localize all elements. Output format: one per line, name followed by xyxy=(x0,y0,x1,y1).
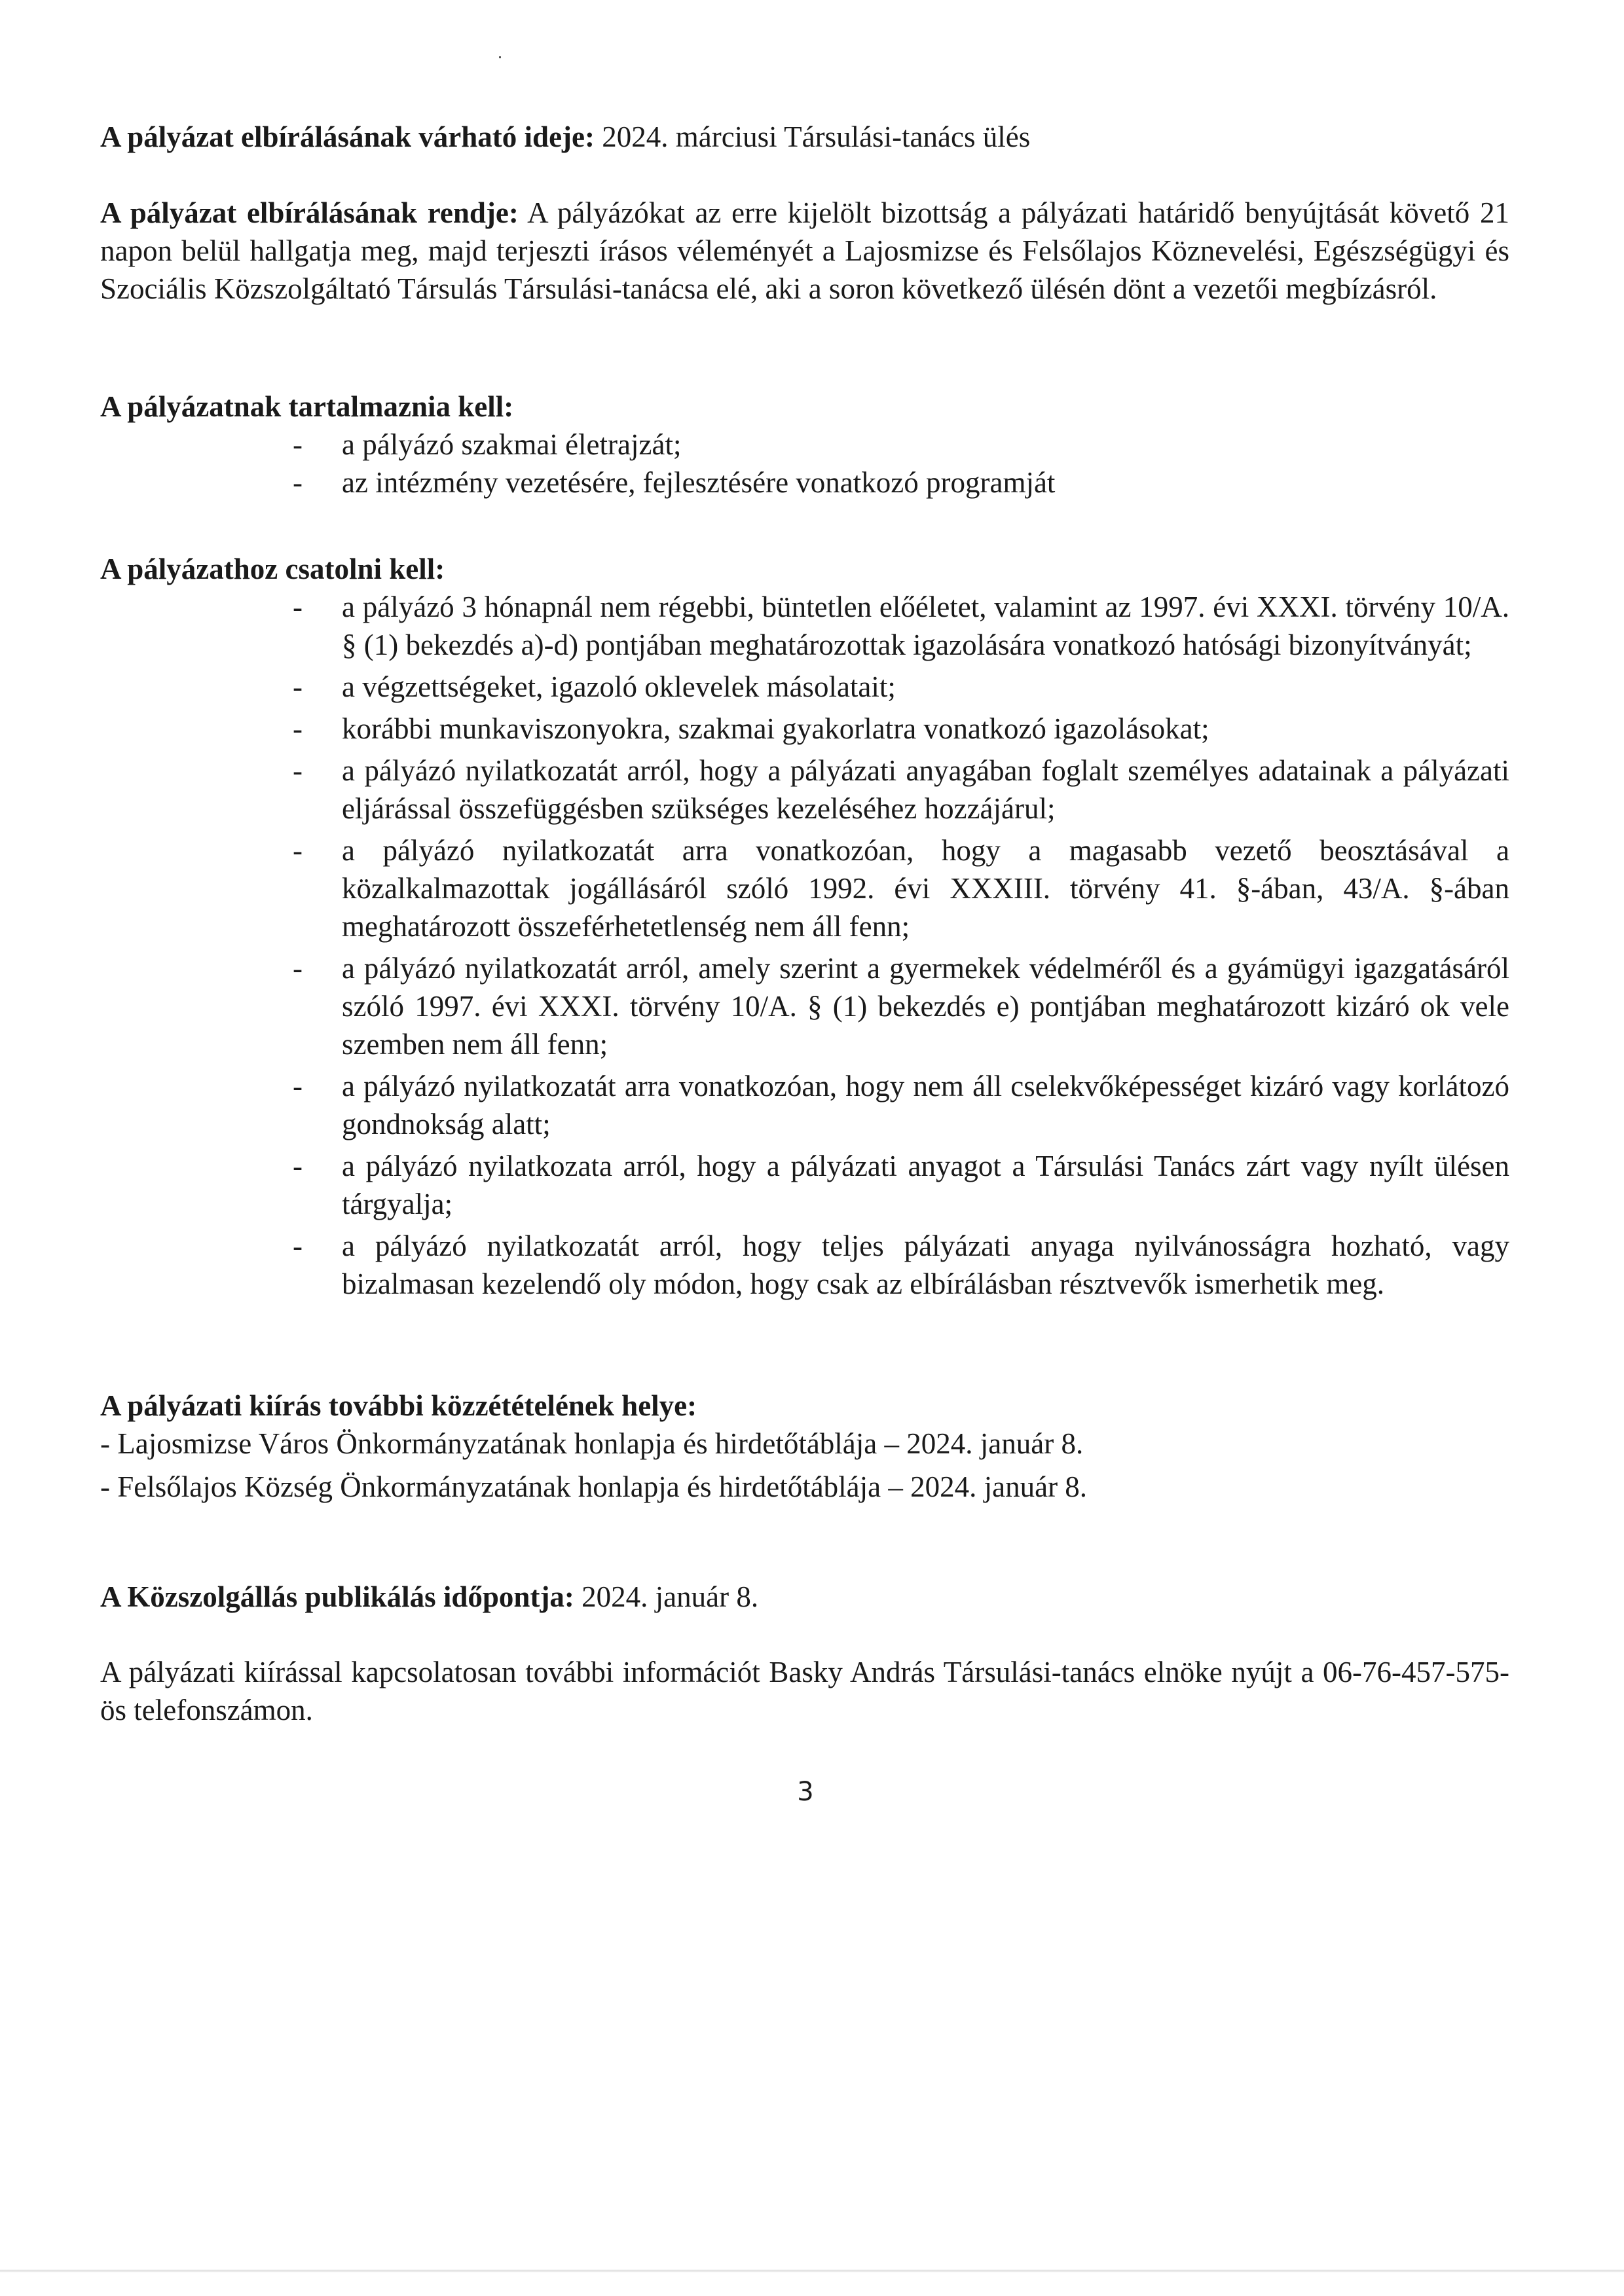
dash-bullet-icon: - xyxy=(293,834,303,867)
list-item: - a pályázó nyilatkozatát arról, hogy a pályázati anyagában foglalt személyes adatainak a pályázati eljárással összefüggésben szükséges kezeléséhez hozzájárul; xyxy=(293,752,1509,828)
dash-bullet-icon: - xyxy=(293,952,303,985)
publication-places-heading: A pályázati kiírás további közzétételének helye: xyxy=(100,1389,697,1422)
dash-bullet-icon: - xyxy=(293,1230,303,1262)
list-item: - korábbi munkaviszonyokra, szakmai gyakorlatra vonatkozó igazolásokat; xyxy=(293,710,1509,748)
publication-places-section xyxy=(100,1387,1509,1506)
evaluation-order-paragraph xyxy=(100,194,1509,308)
dash-bullet-icon: - xyxy=(293,1150,303,1182)
evaluation-time-paragraph xyxy=(100,118,1509,156)
must-attach-heading: A pályázathoz csatolni kell: xyxy=(100,553,445,585)
list-item: - a pályázó nyilatkozatát arról, amely szerint a gyermekek védelméről és a gyámügyi igazgatásáról szóló 1997. évi XXXI. törvény 10/A. § (1) bekezdés e) pontjában meghatározott kizáró ok vele szemben nem áll fenn; xyxy=(293,949,1509,1063)
dash-bullet-icon: - xyxy=(293,1070,303,1102)
publication-date-paragraph xyxy=(100,1578,1509,1616)
dash-bullet-icon: - xyxy=(293,466,303,499)
list-item: - az intézmény vezetésére, fejlesztésére vonatkozó programját xyxy=(293,464,1509,501)
must-contain-heading: A pályázatnak tartalmaznia kell: xyxy=(100,390,514,423)
list-item: - a pályázó szakmai életrajzát; xyxy=(293,426,1509,464)
list-item: - a pályázó 3 hónapnál nem régebbi, büntetlen előéletet, valamint az 1997. évi XXXI. törvény 10/A. § (1) bekezdés a)-d) pontjában meghatározottak igazolására vonatkozó hatósági bizonyítványát; xyxy=(293,588,1509,664)
dash-bullet-icon: - xyxy=(293,712,303,745)
dash-bullet-icon: - xyxy=(293,591,303,623)
dash-bullet-icon: - xyxy=(293,670,303,703)
list-item: - a pályázó nyilatkozatát arról, hogy teljes pályázati anyaga nyilvánosságra hozható, vagy bizalmasan kezelendő oly módon, hogy csak az elbírálásban résztvevők ismerhetik meg. xyxy=(293,1227,1509,1303)
list-item: - a pályázó nyilatkozatát arra vonatkozóan, hogy a magasabb vezető beosztásával a közalkalmazottak jogállásáról szóló 1992. évi XXXIII. törvény 41. §-ában, 43/A. §-ában meghatározott összeférhetetlenség nem áll fenn; xyxy=(293,831,1509,945)
evaluation-order-label: A pályázat elbírálásának rendje: xyxy=(100,196,519,229)
dash-bullet-icon: - xyxy=(293,754,303,787)
list-item: - a végzettségeket, igazoló oklevelek másolatait; xyxy=(293,668,1509,706)
page-number: 3 xyxy=(797,1777,814,1807)
evaluation-time-label: A pályázat elbírálásának várható ideje: xyxy=(100,120,595,153)
publication-place-item: - Lajosmizse Város Önkormányzatának honlapja és hirdetőtáblája – 2024. január 8. xyxy=(100,1427,1084,1460)
scan-edge-line xyxy=(0,2269,1624,2272)
must-contain-list xyxy=(293,426,1509,501)
publication-date-label: A Közszolgállás publikálás időpontja: xyxy=(100,1580,574,1613)
contact-info-paragraph: A pályázati kiírással kapcsolatosan további információt Basky András Társulási-tanács elnöke nyújt a 06-76-457-575-ös telefonszámon. xyxy=(100,1656,1509,1726)
dash-bullet-icon: - xyxy=(293,428,303,461)
evaluation-time-value: 2024. márciusi Társulási-tanács ülés xyxy=(594,120,1031,153)
publication-place-item: - Felsőlajos Község Önkormányzatának honlapja és hirdetőtáblája – 2024. január 8. xyxy=(100,1470,1088,1503)
publication-date-value: 2024. január 8. xyxy=(574,1580,759,1613)
list-item: - a pályázó nyilatkozata arról, hogy a pályázati anyagot a Társulási Tanács zárt vagy nyílt ülésen tárgyalja; xyxy=(293,1147,1509,1223)
list-item: - a pályázó nyilatkozatát arra vonatkozóan, hogy nem áll cselekvőképességet kizáró vagy korlátozó gondnokság alatt; xyxy=(293,1067,1509,1143)
evaluation-order-value: A pályázókat az erre kijelölt bizottság a pályázati határidő benyújtását követő 21 napon belül hallgatja meg, majd terjeszti írásos véleményét a Lajosmizse és Felsőlajos Köznevelési, Egészségügyi és Szociális Közszolgáltató Társulás Társulási-tanácsa elé, aki a soron következő ülésén dönt a vezetői megbízásról. xyxy=(100,196,1510,305)
must-attach-list xyxy=(293,588,1509,1307)
scan-speck xyxy=(499,56,501,58)
